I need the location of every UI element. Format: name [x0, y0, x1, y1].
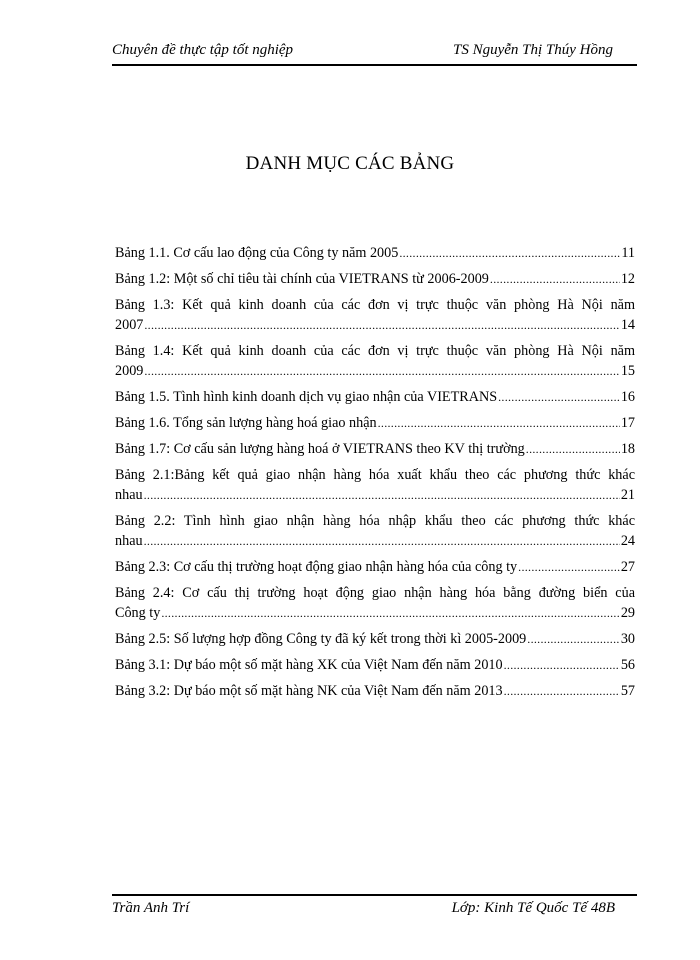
toc-entry-page: 21: [620, 487, 635, 503]
dot-leader: [399, 243, 620, 263]
dot-leader: [527, 629, 620, 649]
dot-leader: [144, 315, 619, 335]
dot-leader: [504, 681, 620, 701]
toc-entry: [115, 465, 635, 505]
toc-entry-label: Bảng 2.3: Cơ cấu thị trường hoạt động giao nhận hàng hóa của công ty: [115, 559, 518, 575]
footer-rule: [112, 894, 637, 896]
toc-entry-label: Bảng 3.1: Dự báo một số mặt hàng XK của Việt Nam đến năm 2010: [115, 657, 503, 673]
toc-entry-page: 18: [620, 441, 635, 457]
toc-entry-page: 27: [620, 559, 635, 575]
toc-entry-page: 29: [620, 605, 635, 621]
toc-entry: [115, 413, 635, 433]
toc-entry-label: Bảng 2.5: Số lượng hợp đồng Công ty đã ký kết trong thời kì 2005-2009: [115, 631, 527, 647]
toc-entry-label: Bảng 3.2: Dự báo một số mặt hàng NK của Việt Nam đến năm 2013: [115, 683, 503, 699]
page-title: DANH MỤC CÁC BẢNG: [245, 153, 455, 174]
header-left-text: Chuyên đề thực tập tốt nghiệp: [112, 42, 294, 58]
toc-entry: [115, 439, 635, 459]
dot-leader: [518, 557, 620, 577]
header-rule: [112, 64, 637, 66]
toc-entry-page: 57: [620, 683, 635, 699]
dot-leader: [161, 603, 619, 623]
toc-entry: [115, 655, 635, 675]
dot-leader: [490, 269, 620, 289]
toc-entry-page: 30: [620, 631, 635, 647]
dot-leader: [378, 413, 620, 433]
toc-entry-first-line: Bảng 2.1:Bảng kết quả giao nhận hàng hóa xuất khẩu theo các phương thức khác: [115, 467, 635, 483]
page-header: [112, 38, 637, 60]
toc-entry-first-line: Bảng 1.3: Kết quả kinh doanh của các đơn vị trực thuộc văn phòng Hà Nội năm: [115, 297, 635, 313]
toc-entry-label: Bảng 1.5. Tình hình kinh doanh dịch vụ giao nhận của VIETRANS: [115, 389, 498, 405]
toc-entry-label: nhau: [115, 533, 143, 549]
toc-entry-label: Bảng 1.1. Cơ cấu lao động của Công ty năm 2005: [115, 245, 399, 261]
dot-leader: [144, 531, 620, 551]
header-right-text: TS Nguyễn Thị Thúy Hồng: [452, 42, 613, 58]
dot-leader: [526, 439, 620, 459]
toc-entry-label: Bảng 1.2: Một số chỉ tiêu tài chính của VIETRANS từ 2006-2009: [115, 271, 489, 287]
toc-entry-label: Công ty: [115, 605, 161, 621]
toc-entry-label: Bảng 1.6. Tổng sản lượng hàng hoá giao nhận: [115, 415, 377, 431]
toc-entry-first-line: Bảng 2.4: Cơ cấu thị trường hoạt động giao nhận hàng hóa bằng đường biển của: [115, 585, 635, 601]
toc-entry-label: Bảng 1.7: Cơ cấu sản lượng hàng hoá ở VIETRANS theo KV thị trường: [115, 441, 525, 457]
table-list: [115, 243, 635, 707]
toc-entry: [115, 511, 635, 551]
toc-entry-page: 56: [620, 657, 635, 673]
toc-entry-first-line: Bảng 2.2: Tình hình giao nhận hàng hóa nhập khẩu theo các phương thức khác: [115, 513, 635, 529]
toc-entry: [115, 629, 635, 649]
toc-entry-page: 14: [620, 317, 635, 333]
toc-entry: [115, 387, 635, 407]
toc-entry-page: 16: [620, 389, 635, 405]
toc-entry-page: 15: [620, 363, 635, 379]
toc-entry-page: 12: [620, 271, 635, 287]
toc-entry: [115, 243, 635, 263]
toc-entry-label: 2009: [115, 363, 144, 379]
toc-entry: [115, 681, 635, 701]
dot-leader: [144, 485, 620, 505]
toc-entry-page: 17: [620, 415, 635, 431]
footer-left-text: Trần Anh Trí: [112, 900, 190, 916]
toc-entry-page: 24: [620, 533, 635, 549]
dot-leader: [504, 655, 620, 675]
toc-entry: [115, 341, 635, 381]
dot-leader: [144, 361, 619, 381]
toc-entry-label: nhau: [115, 487, 143, 503]
dot-leader: [498, 387, 620, 407]
toc-entry: [115, 557, 635, 577]
toc-entry-first-line: Bảng 1.4: Kết quả kinh doanh của các đơn vị trực thuộc văn phòng Hà Nội năm: [115, 343, 635, 359]
toc-entry-label: 2007: [115, 317, 144, 333]
toc-entry: [115, 269, 635, 289]
toc-entry: [115, 583, 635, 623]
toc-entry-page: 11: [621, 245, 635, 261]
footer-right-text: Lớp: Kinh Tế Quốc Tế 48B: [451, 900, 615, 916]
toc-entry: [115, 295, 635, 335]
